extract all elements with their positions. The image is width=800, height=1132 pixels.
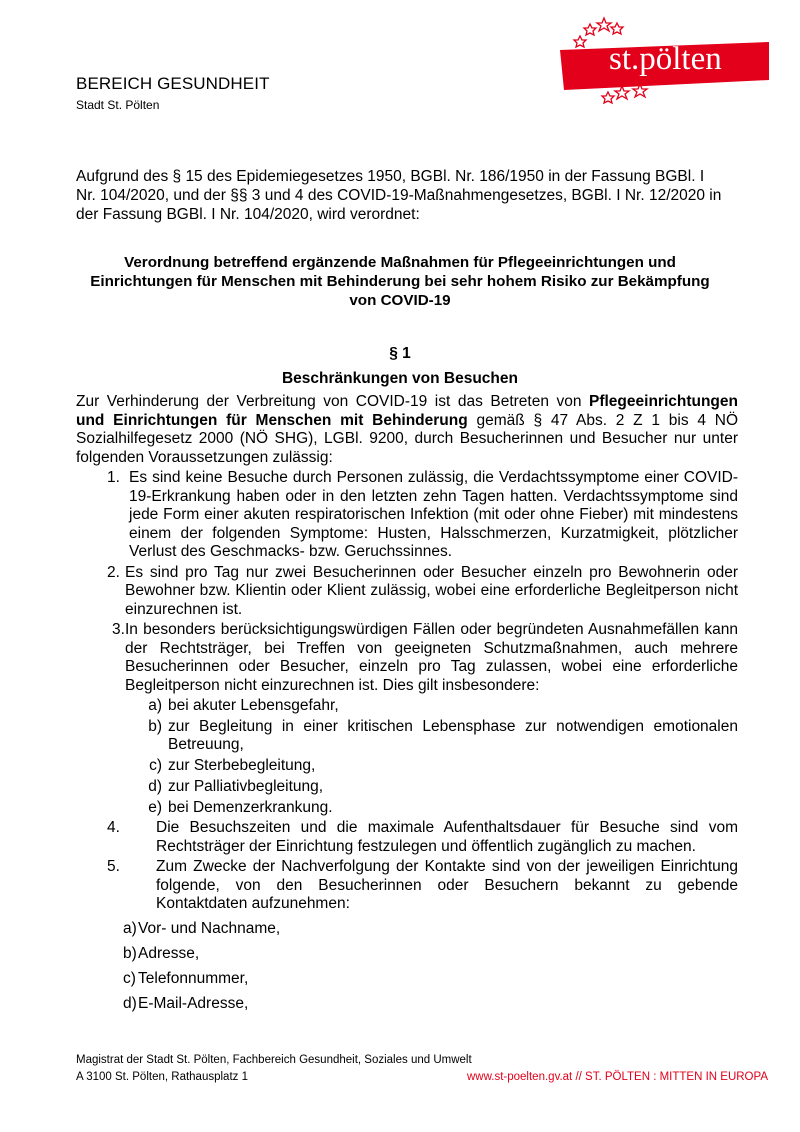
intro-paragraph: Aufgrund des § 15 des Epidemiegesetzes 1950, BGBl. Nr. 186/1950 in der Fassung BGBl. I Nr. 104/2020, und der §§ 3 und 4 des COVID-19-Maßnahmengesetzes, BGBl. I Nr. 12/2020 in der Fassung BGBl. I Nr. 104/2020, wird verordnet: xyxy=(76,168,722,223)
sub-item: a) bei akuter Lebensgefahr, xyxy=(148,697,339,714)
list-item: 1. Es sind keine Besuche durch Personen zulässig, die Verdachtssymptome einer COVID-19-Erkrankung haben oder in den letzten zehn Tagen hatten. Verdachtssymptome sind jede Form einer akuten respiratorischen Infektion (mit oder ohne Fieber) mit mindestens einem der folgenden Symptome: Husten, Halsschmerzen, Kurzatmigkeit, plötzlicher Verlust des Geschmacks- bzw. Geruchssinnes. xyxy=(107,469,738,560)
logo-text: st.pölten xyxy=(609,41,722,77)
list-item: 2. Es sind pro Tag nur zwei Besucherinnen oder Besucher einzeln pro Bewohnerin oder Bewohner bzw. Klientin oder Klient zulässig, wobei eine erforderliche Begleitperson nicht einzurechnen ist. xyxy=(107,563,738,618)
section-number: § 1 xyxy=(389,345,411,362)
sub-item: d) zur Palliativbegleitung, xyxy=(148,777,324,795)
contact-item: a) Vor- und Nachname, xyxy=(123,919,281,937)
section-body xyxy=(76,393,738,1020)
ordinance-title: Verordnung betreffend ergänzende Maßnahmen für Pflegeeinrichtungen und Einrichtungen für Menschen mit Behinderung bei sehr hohem Risiko zur Bekämpfung von COVID-19 xyxy=(90,254,710,309)
contact-item: c) Telefonnummer, xyxy=(123,969,249,987)
st-poelten-logo xyxy=(560,14,770,114)
footer-website-link[interactable]: www.st-poelten.gv.at // ST. PÖLTEN : MITTEN IN EUROPA xyxy=(467,1071,768,1083)
lead-bold: Pflegeeinrichtungen und Einrichtungen für Menschen mit Behinderung xyxy=(76,393,738,429)
department-title: BEREICH GESUNDHEIT xyxy=(76,74,270,93)
section-heading: Beschränkungen von Besuchen xyxy=(281,370,518,387)
sub-item: b) zur Begleitung in einer kritischen Lebensphase zur notwendigen emotionalen Betreuung, xyxy=(148,717,738,754)
list-item: 3. In besonders berücksichtigungswürdigen Fällen oder begründeten Ausnahmefällen kann der Rechtsträger, bei Treffen von geeigneten Schutzmaßnahmen, auch mehrere Besucherinnen oder Besucher, einzeln pro Tag zulassen, wobei eine erforderliche Begleitperson nicht einzurechnen ist. Dies gilt insbesondere: xyxy=(112,621,738,694)
list-item: 5. Zum Zwecke der Nachverfolgung der Kontakte sind von der jeweiligen Einrichtung folgende, von den Besucherinnen oder Besuchern bekannt zu gebende Kontaktdaten aufzunehmen: xyxy=(107,858,738,913)
sub-item: e) bei Demenzerkrankung. xyxy=(148,798,333,816)
footer-address-line1: Magistrat der Stadt St. Pölten, Fachbereich Gesundheit, Soziales und Umwelt xyxy=(76,1054,472,1066)
sub-item: c) zur Sterbebegleitung, xyxy=(149,757,316,775)
contact-item: b) Adresse, xyxy=(123,944,200,962)
list-item: 4. Die Besuchszeiten und die maximale Aufenthaltsdauer für Besuche sind vom Rechtsträger der Einrichtung festzulegen und öffentlich zugänglich zu machen. xyxy=(107,819,738,855)
footer-address-line2: A 3100 St. Pölten, Rathausplatz 1 xyxy=(76,1071,248,1083)
lead-paragraph: Zur Verhinderung der Verbreitung von COVID-19 ist das Betreten von Pflegeeinrichtungen und Einrichtungen für Menschen mit Behinderung gemäß § 47 Abs. 2 Z 1 bis 4 NÖ Sozialhilfegesetz 2000 (NÖ SHG), LGBl. 9200, durch Besucherinnen und Besucher nur unter folgenden Voraussetzungen zulässig: xyxy=(76,393,739,466)
contact-item: d) E-Mail-Adresse, xyxy=(123,994,249,1012)
city-subtitle: Stadt St. Pölten xyxy=(76,98,160,112)
